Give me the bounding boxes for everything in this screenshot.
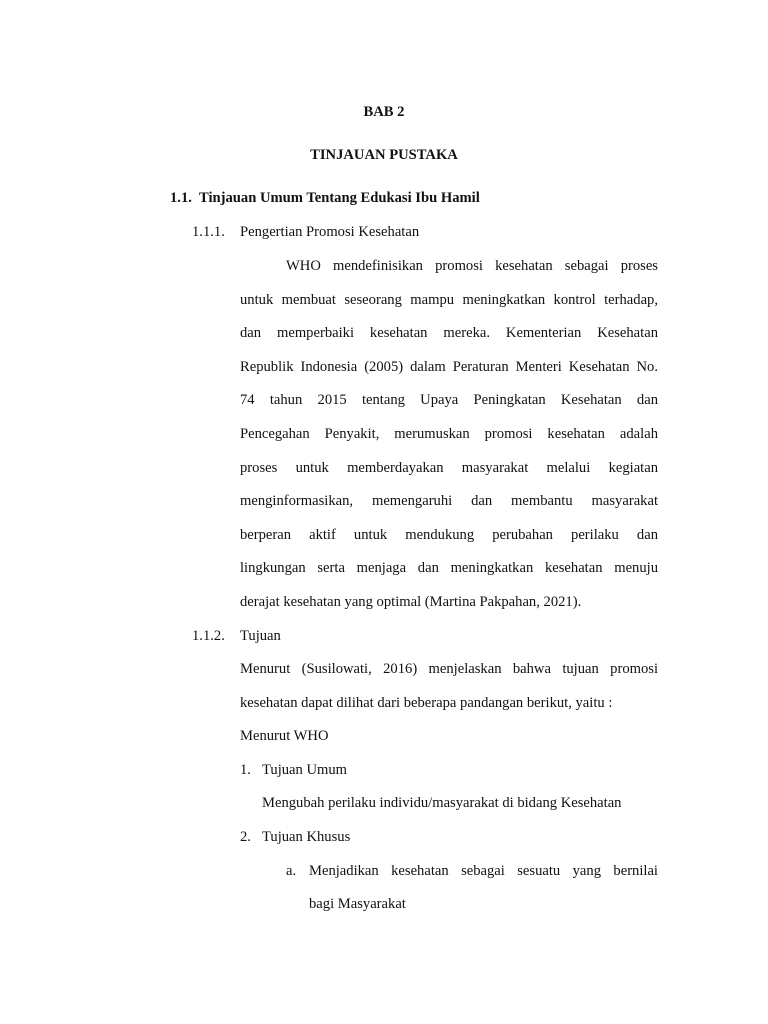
sub-item-letter-a: a. — [286, 863, 297, 879]
paragraph-line: untuk membuat seseorang mampu meningkatkan kontrol terhadap, — [240, 292, 658, 308]
paragraph-line: derajat kesehatan yang optimal (Martina Pakpahan, 2021). — [240, 594, 582, 610]
paragraph-line: 74 tahun 2015 tentang Upaya Peningkatan Kesehatan dan — [240, 392, 658, 408]
paragraph-line: menginformasikan, memengaruhi dan membantu masyarakat — [240, 493, 658, 509]
subsection-number-1: 1.1.1. — [192, 224, 225, 240]
paragraph-line: Menurut (Susilowati, 2016) menjelaskan bahwa tujuan promosi — [240, 661, 658, 677]
list-item-number-1: 1. — [240, 762, 251, 778]
sub-item-line: bagi Masyarakat — [309, 896, 406, 912]
paragraph-line: Republik Indonesia (2005) dalam Peraturan Menteri Kesehatan No. — [240, 359, 658, 375]
who-label: Menurut WHO — [240, 728, 329, 744]
paragraph-line: proses untuk memberdayakan masyarakat melalui kegiatan — [240, 460, 658, 476]
paragraph-line: berperan aktif untuk mendukung perubahan perilaku dan — [240, 527, 658, 543]
subsection-title-1: Pengertian Promosi Kesehatan — [240, 224, 420, 240]
list-item-number-2: 2. — [240, 829, 251, 845]
paragraph-line: dan memperbaiki kesehatan mereka. Kementerian Kesehatan — [240, 325, 658, 341]
sub-item-line: Menjadikan kesehatan sebagai sesuatu yang bernilai — [309, 863, 658, 879]
subsection-number-2: 1.1.2. — [192, 628, 225, 644]
section-title: Tinjauan Umum Tentang Edukasi Ibu Hamil — [199, 190, 480, 206]
list-item-title-1: Tujuan Umum — [262, 762, 348, 778]
paragraph-line: Pencegahan Penyakit, merumuskan promosi kesehatan adalah — [240, 426, 658, 442]
list-item-text-1: Mengubah perilaku individu/masyarakat di bidang Kesehatan — [262, 795, 622, 811]
chapter-label: BAB 2 — [363, 104, 405, 120]
paragraph-line: lingkungan serta menjaga dan meningkatkan kesehatan menuju — [240, 560, 658, 576]
paragraph-line: kesehatan dapat dilihat dari beberapa pandangan berikut, yaitu : — [240, 695, 613, 711]
section-number: 1.1. — [170, 190, 192, 206]
chapter-title: TINJAUAN PUSTAKA — [310, 147, 458, 163]
list-item-title-2: Tujuan Khusus — [262, 829, 351, 845]
paragraph-line: WHO mendefinisikan promosi kesehatan sebagai proses — [286, 258, 658, 274]
subsection-title-2: Tujuan — [240, 628, 281, 644]
